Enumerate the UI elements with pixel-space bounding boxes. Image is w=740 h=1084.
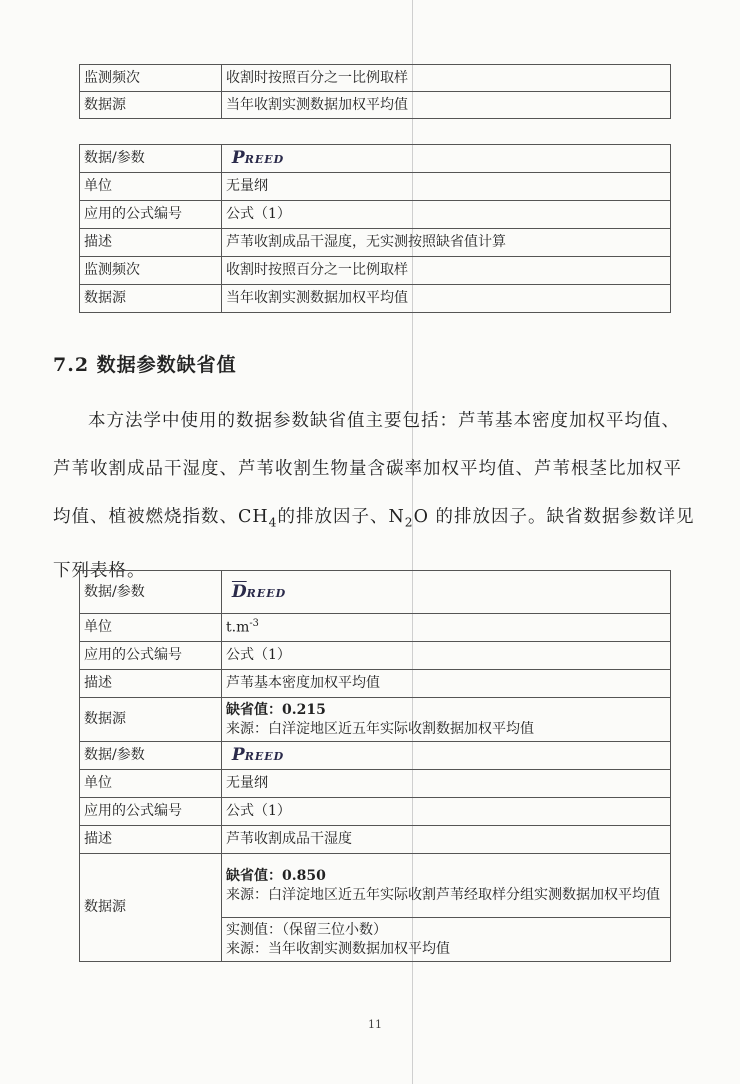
table-value-cell: 芦苇基本密度加权平均值 bbox=[222, 670, 671, 698]
table-row bbox=[80, 614, 671, 642]
table-key-cell: 数据/参数 bbox=[80, 145, 222, 173]
page-number: 11 bbox=[368, 1018, 382, 1031]
source-text: 来源：当年收割实测数据加权平均值 bbox=[226, 940, 450, 957]
table-row bbox=[80, 257, 671, 285]
table-value-cell: 当年收割实测数据加权平均值 bbox=[222, 92, 671, 119]
symbol-sub: REED bbox=[244, 153, 285, 167]
table-key-cell: 监测频次 bbox=[80, 257, 222, 285]
table-key-cell: 数据源 bbox=[80, 698, 222, 742]
section-heading: 7.2 数据参数缺省值 bbox=[53, 354, 237, 376]
paragraph-text: 本方法学中使用的数据参数缺省值主要包括：芦苇基本密度加权平均值、芦苇收割成品干湿度、芦苇收割生物量含碳率加权平均值、芦苇根茎比加权平均值、植被燃烧指数、CH bbox=[53, 411, 682, 527]
table-row bbox=[80, 742, 671, 770]
subscript: 4 bbox=[268, 515, 278, 530]
symbol-cell bbox=[222, 145, 671, 173]
table-value-cell: 当年收割实测数据加权平均值 bbox=[222, 285, 671, 313]
table-key-cell: 单位 bbox=[80, 770, 222, 798]
table-key-cell: 数据源 bbox=[80, 92, 222, 119]
symbol-main: P bbox=[231, 148, 245, 169]
table-row bbox=[80, 145, 671, 173]
table-key-cell: 单位 bbox=[80, 614, 222, 642]
symbol-cell bbox=[222, 742, 671, 770]
table-row bbox=[80, 854, 671, 918]
symbol-cell bbox=[222, 571, 671, 614]
default-value: 缺省值：0.215 bbox=[226, 701, 326, 718]
table-row bbox=[80, 670, 671, 698]
table-value-cell: 公式（1） bbox=[222, 201, 671, 229]
table-value-cell: 芦苇收割成品干湿度 bbox=[222, 826, 671, 854]
table-value-cell: 公式（1） bbox=[222, 642, 671, 670]
table-value-cell bbox=[222, 854, 671, 918]
symbol-sub: REED bbox=[246, 586, 287, 600]
source-text: 来源：白洋淀地区近五年实际收割芦苇经取样分组实测数据加权平均值 bbox=[226, 886, 660, 903]
table-value-cell: 收割时按照百分之一比例取样 bbox=[222, 257, 671, 285]
table-row bbox=[80, 285, 671, 313]
table-key-cell: 描述 bbox=[80, 670, 222, 698]
table-row bbox=[80, 92, 671, 119]
symbol-sub: REED bbox=[244, 750, 285, 764]
table-row bbox=[80, 571, 671, 614]
unit-text: t.m bbox=[226, 619, 250, 636]
table-key-cell: 监测频次 bbox=[80, 65, 222, 92]
table-key-cell: 数据/参数 bbox=[80, 742, 222, 770]
table-key-cell: 数据源 bbox=[80, 854, 222, 962]
table-monitoring-top bbox=[79, 64, 671, 119]
table-row bbox=[80, 798, 671, 826]
table-row bbox=[80, 173, 671, 201]
source-text: 来源：白洋淀地区近五年实际收割数据加权平均值 bbox=[226, 720, 534, 737]
table-row bbox=[80, 229, 671, 257]
table-key-cell: 描述 bbox=[80, 229, 222, 257]
table-key-cell: 描述 bbox=[80, 826, 222, 854]
table-row bbox=[80, 642, 671, 670]
table-value-cell bbox=[222, 614, 671, 642]
symbol-dreed bbox=[226, 582, 286, 602]
table-key-cell: 应用的公式编号 bbox=[80, 798, 222, 826]
table-value-cell: 公式（1） bbox=[222, 798, 671, 826]
table-key-cell: 应用的公式编号 bbox=[80, 201, 222, 229]
subscript: 2 bbox=[404, 515, 414, 530]
table-row bbox=[80, 698, 671, 742]
table-key-cell: 单位 bbox=[80, 173, 222, 201]
symbol-main: P bbox=[231, 745, 245, 766]
table-row bbox=[80, 826, 671, 854]
table-row bbox=[80, 770, 671, 798]
table-preed-params bbox=[79, 144, 671, 313]
table-row bbox=[80, 65, 671, 92]
table-value-cell: 无量纲 bbox=[222, 770, 671, 798]
table-key-cell: 数据源 bbox=[80, 285, 222, 313]
table-value-cell: 芦苇收割成品干湿度，无实测按照缺省值计算 bbox=[222, 229, 671, 257]
default-value: 缺省值：0.850 bbox=[226, 867, 326, 884]
symbol-preed bbox=[226, 148, 284, 168]
table-value-cell: 无量纲 bbox=[222, 173, 671, 201]
table-key-cell: 数据/参数 bbox=[80, 571, 222, 614]
paragraph-text: 的排放因子、N bbox=[277, 507, 405, 527]
symbol-preed bbox=[226, 745, 284, 765]
table-row bbox=[80, 201, 671, 229]
paragraph-text: O 的排放因子。缺省数据参数详见下列表格。 bbox=[53, 507, 695, 581]
table-value-cell bbox=[222, 918, 671, 962]
section-paragraph bbox=[53, 397, 696, 595]
table-default-values bbox=[79, 570, 671, 962]
measured-value: 实测值：（保留三位小数） bbox=[226, 921, 387, 938]
table-key-cell: 应用的公式编号 bbox=[80, 642, 222, 670]
table-value-cell bbox=[222, 698, 671, 742]
unit-exponent: -3 bbox=[249, 618, 259, 630]
table-value-cell: 收割时按照百分之一比例取样 bbox=[222, 65, 671, 92]
symbol-main: $\overline{D}$ bbox=[231, 581, 247, 602]
